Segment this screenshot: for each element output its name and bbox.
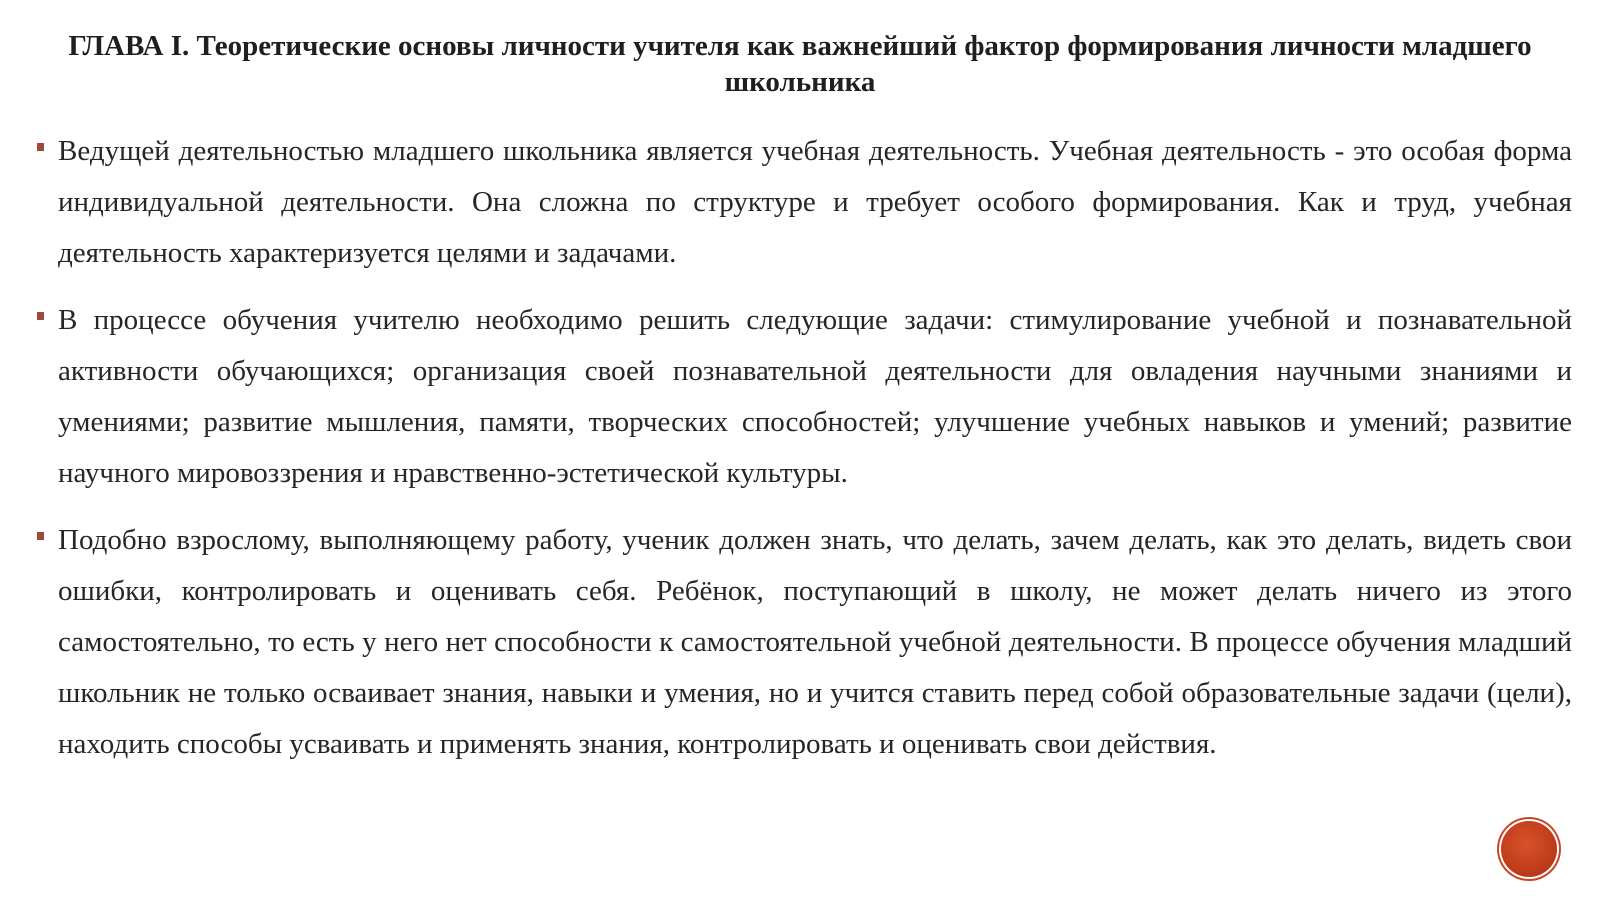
slide-title: ГЛАВА I. Теоретические основы личности учителя как важнейший фактор формирования личности младшего школьника	[68, 30, 1532, 98]
bullet-item	[37, 126, 1572, 279]
slide-nav-button[interactable]	[1501, 821, 1557, 877]
bullet-item	[37, 295, 1572, 499]
bullet-text: Ведущей деятельностью младшего школьника является учебная деятельность. Учебная деятельность - это особая форма индивидуальной деятельности. Она сложна по структуре и требует особого формирования. Как и труд, учебная деятельность характеризуется целями и задачами.	[58, 135, 1572, 269]
square-bullet-icon	[37, 143, 44, 151]
square-bullet-icon	[37, 532, 44, 540]
bullet-text: Подобно взрослому, выполняющему работу, ученик должен знать, что делать, зачем делать, как это делать, видеть свои ошибки, контролировать и оценивать себя. Ребёнок, поступающий в школу, не может делать ничего из этого самостоятельно, то есть у него нет способности к самостоятельной учебной деятельности. В процессе обучения младший школьник не только осваивает знания, навыки и умения, но и учится ставить перед собой образовательные задачи (цели), находить способы усваивать и применять знания, контролировать и оценивать свои действия.	[58, 524, 1572, 760]
bullet-list	[37, 126, 1572, 786]
bullet-text: В процессе обучения учителю необходимо решить следующие задачи: стимулирование учебной и познавательной активности обучающихся; организация своей познавательной деятельности для овладения научными знаниями и умениями; развитие мышления, памяти, творческих способностей; улучшение учебных навыков и умений; развитие научного мировоззрения и нравственно-эстетической культуры.	[58, 304, 1572, 489]
square-bullet-icon	[37, 312, 44, 320]
bullet-item	[37, 515, 1572, 770]
